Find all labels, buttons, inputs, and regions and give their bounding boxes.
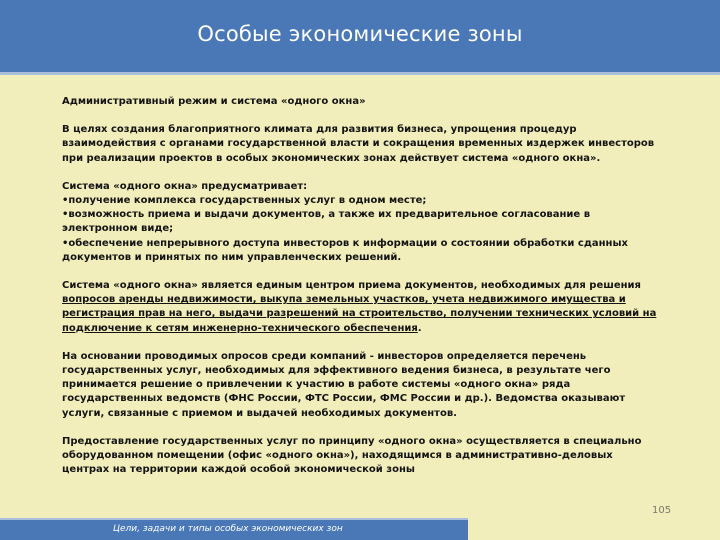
spacer	[62, 421, 662, 435]
footer-caption: Цели, задачи и типы особых экономических зон	[113, 524, 343, 534]
footer-bar	[0, 518, 468, 540]
list-intro: Система «одного окна» предусматривает:	[62, 180, 308, 192]
slide-title: Особые экономические зоны	[197, 22, 523, 46]
spacer	[62, 265, 662, 279]
paragraph-center	[62, 279, 662, 336]
paragraph-office: Предоставление государственных услуг по принципу «одного окна» осуществляется в специально оборудованном помещении (офис «одного окна»), находящимся в административно-деловых центрах на территории каждой особой экономической зоны	[62, 435, 642, 476]
paragraph-center-text: Система «одного окна» является единым центром приема документов, необходимых для решения	[62, 280, 641, 292]
paragraph-intro: В целях создания благоприятного климата для развития бизнеса, упрощения процедур взаимодействия с органами государственной власти и сокращения временных издержек инвесторов при реализации проектов в особых экономических зонах действует система «одного окна».	[62, 124, 655, 164]
page-number: 105	[652, 505, 672, 516]
bullet-item: •возможность приема и выдачи документов, а также их предварительное согласование в электронном виде;	[62, 209, 591, 235]
bullet-item: •обеспечение непрерывного доступа инвесторов к информации о состоянии обработки сданных документов и принятых по ним управленческих решений.	[62, 237, 628, 263]
bullet-item: •получение комплекса государственных услуг в одном месте;	[62, 195, 427, 207]
header-bar	[0, 0, 720, 75]
spacer	[62, 109, 662, 123]
section-heading: Административный режим и система «одного окна»	[62, 96, 366, 107]
paragraph-surveys: На основании проводимых опросов среди компаний - инвесторов определяется перечень государственных услуг, необходимых для эффективного ведения бизнеса, в результате чего принимается решение о привлечении к участию в работе системы «одного окна» ряда государственных ведомств (ФНС России, ФТС России, ФМС России и др.). Ведомства оказывают услуги, связанные с приемом и выдачей необходимых документов.	[62, 350, 626, 419]
slide-body	[62, 95, 662, 477]
spacer	[62, 166, 662, 180]
spacer	[62, 336, 662, 350]
paragraph-center-end: .	[417, 322, 422, 334]
underlined-services: вопросов аренды недвижимости, выкупа земельных участков, учета недвижимого имущества и регистрация прав на него, выдачи разрешений на строительство, получении технических условий на подключение к сетям инженерно-технического обеспечения	[62, 294, 657, 334]
